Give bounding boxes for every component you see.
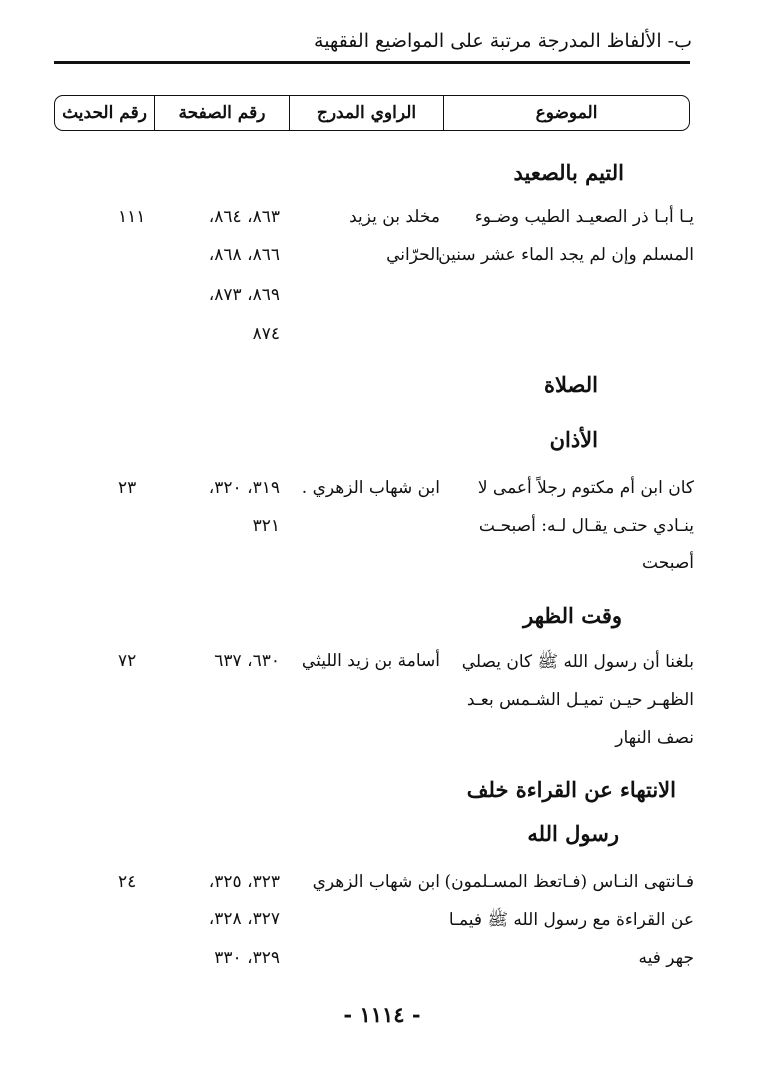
column-topic: الموضوع	[443, 96, 689, 130]
page-line: ٣٢٩، ٣٣٠	[214, 948, 280, 968]
page-line: ٨٦٦، ٨٦٨،	[208, 245, 280, 265]
topic-line: فـانتهى النـاس (فـاتعظ المسـلمون)	[444, 872, 694, 892]
hadith-number: ٢٤	[118, 872, 137, 892]
column-page: رقم الصفحة	[154, 96, 289, 130]
page-number: - ١١١٤ -	[343, 1002, 421, 1027]
topic-line: ينـادي حتـى يقـال لـه: أصبحـت	[478, 516, 694, 536]
topic-line: المسلم وإن لم يجد الماء عشر سنين	[438, 245, 694, 265]
topic-line: يـا أبـا ذر الصعيـد الطيب وضـوء	[474, 207, 694, 227]
narrator-line: ابن شهاب الزهري .	[301, 478, 440, 498]
page-line: ٣١٩، ٣٢٠،	[208, 478, 280, 498]
column-narrator: الراوي المدرج	[289, 96, 443, 130]
narrator-line: الحرّاني	[386, 245, 440, 265]
topic-line: عن القراءة مع رسول الله ﷺ فيمـا	[448, 910, 694, 930]
hadith-number: ١١١	[118, 207, 146, 227]
narrator-line: مخلد بن يزيد	[349, 207, 440, 227]
narrator-line: أسامة بن زيد الليثي	[301, 651, 440, 671]
narrator-line: ابن شهاب الزهري	[312, 872, 440, 892]
section-heading: الصلاة	[544, 372, 598, 397]
topic-line: جهر فيه	[638, 948, 694, 968]
page-line: ٦٣٠، ٦٣٧	[214, 651, 280, 671]
header-rule	[54, 61, 690, 64]
topic-line: نصف النهار	[615, 728, 694, 748]
topic-line: بلغنا أن رسول الله ﷺ كان يصلي	[461, 652, 694, 672]
running-header: ب- الألفاظ المدرجة مرتبة على المواضيع الفقهية	[314, 30, 692, 52]
page-line: ٨٦٩، ٨٧٣،	[208, 285, 280, 305]
section-heading: رسول الله	[527, 821, 619, 846]
page-line: ٨٦٣، ٨٦٤،	[208, 207, 280, 227]
section-heading: التيم بالصعيد	[513, 160, 624, 185]
page-line: ٣٢٣، ٣٢٥،	[208, 872, 280, 892]
column-hadith: رقم الحديث	[62, 103, 147, 123]
section-heading: الانتهاء عن القراءة خلف	[466, 777, 676, 802]
topic-line: كان ابن أم مكتوم رجلاً أعمى لا	[477, 478, 694, 498]
page-line: ٣٢٧، ٣٢٨،	[208, 909, 280, 929]
page-line: ٣٢١	[252, 516, 280, 536]
hadith-number: ٧٢	[118, 651, 137, 671]
hadith-number: ٢٣	[118, 478, 137, 498]
column-header	[54, 95, 690, 131]
section-heading: الأذان	[549, 427, 598, 452]
page-line: ٨٧٤	[252, 324, 280, 344]
topic-line: الظهـر حيـن تميـل الشـمس بعـد	[466, 690, 694, 710]
section-heading: وقت الظهر	[523, 603, 622, 628]
topic-line: أصبحت	[642, 553, 694, 573]
